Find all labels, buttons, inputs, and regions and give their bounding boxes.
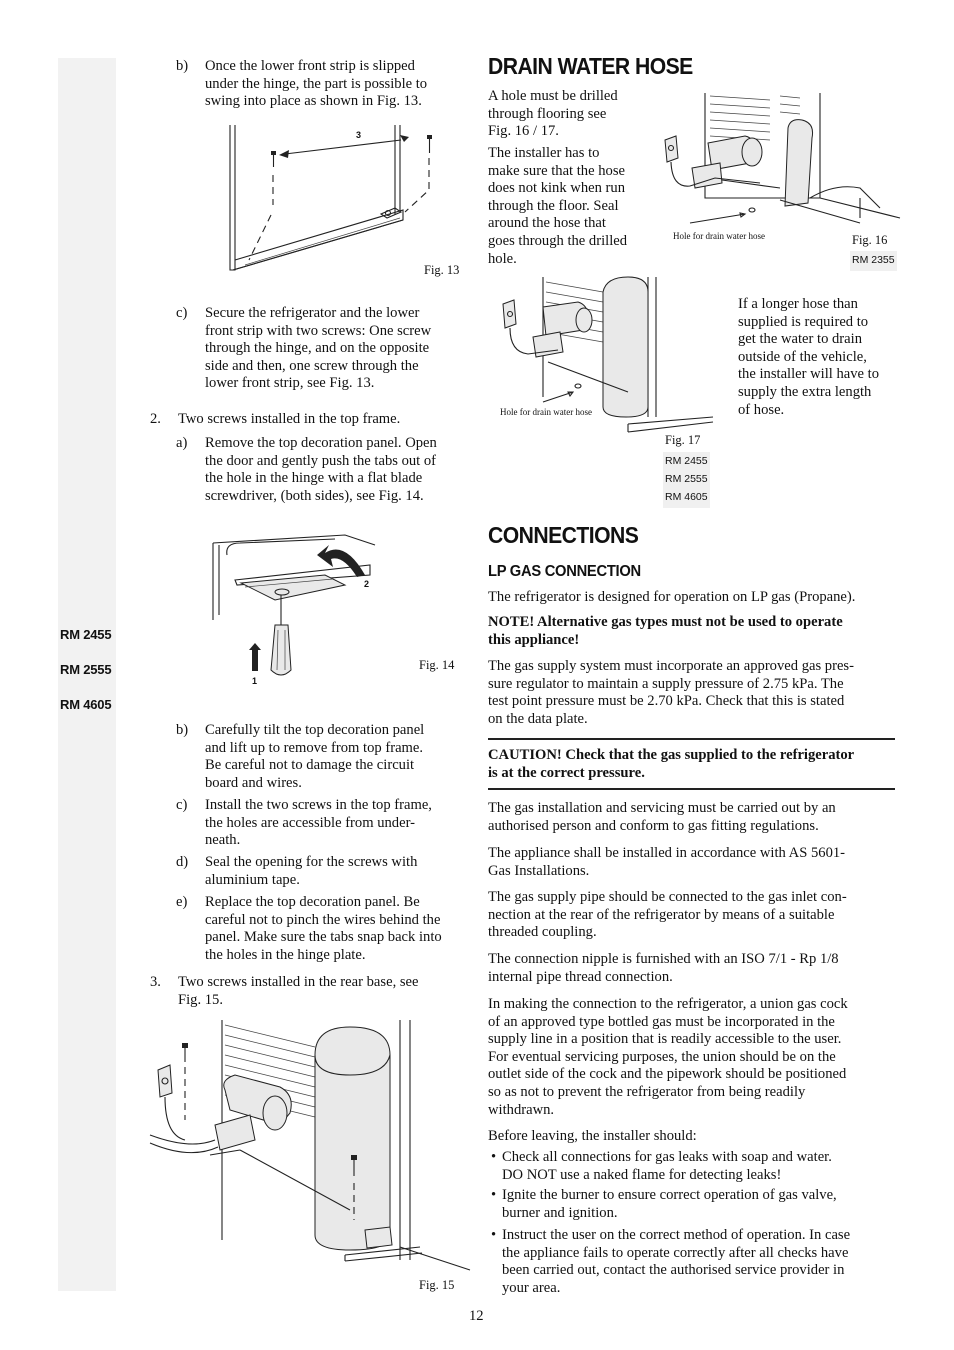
- gas-pressure-paragraph: The gas supply system must incorporate an approved gas pres- sure regulator to maintain a supply pressure of 2.75 kPa. The test point pressure must be 2.70 kPa. Check that this is stated on the data plate.: [488, 658, 854, 727]
- step-a2-text: Remove the top decoration panel. Open the door and gently push the tabs out of the hole in the hinge with a flat blade screwdriver, (both sides), see Fig. 14.: [205, 435, 437, 504]
- checklist-item-ignite: Ignite the burner to ensure correct operation of gas valve, burner and ignition.: [502, 1187, 837, 1221]
- drain-title: DRAIN WATER HOSE: [488, 53, 693, 79]
- step-e2-text: Replace the top decoration panel. Be careful not to pinch the wires behind the panel. Make sure the tabs snap back into the holes in the hinge plate.: [205, 894, 442, 963]
- lp-gas-intro: The refrigerator is designed for operation on LP gas (Propane).: [488, 589, 856, 605]
- fig17-model: RM 4605: [663, 488, 710, 508]
- gas-standard-paragraph: The appliance shall be installed in accordance with AS 5601- Gas Installations.: [488, 845, 846, 879]
- fig13-illustration: [205, 120, 470, 285]
- fig16-illustration: [660, 88, 900, 238]
- drain-paragraph-3: If a longer hose than supplied is required to get the water to drain outside of the vehicle, the installer will have to supply the extra length of hose.: [738, 296, 880, 418]
- fig16-hint: Hole for drain water hose: [673, 231, 765, 241]
- gas-servicing-paragraph: The gas installation and servicing must be carried out by an authorised person and conform to gas fitting regulations.: [488, 800, 836, 834]
- fig13-number: 3: [356, 130, 362, 140]
- gas-cock-paragraph: In making the connection to the refrigerator, a union gas cock of an approved type bottled gas must be incorporated in the supply line in a position that is readily accessible to the user. For eventual servicing purposes, the union should be on the outlet side of the cock and the pipework should be positioned so as not to prevent the refrigerator from being readily withdrawn.: [488, 996, 848, 1118]
- item2-label: 2.: [150, 411, 161, 427]
- sidebar-model: RM 4605: [60, 697, 112, 712]
- item3-text: Two screws installed in the rear base, see Fig. 15.: [178, 974, 419, 1008]
- step-b1-label: b): [176, 58, 189, 74]
- step-e2-label: e): [176, 894, 188, 910]
- lp-gas-subtitle: LP GAS CONNECTION: [488, 563, 641, 580]
- item3-label: 3.: [150, 974, 161, 990]
- fig17-model: RM 2455: [663, 452, 710, 472]
- step-b2-text: Carefully tilt the top decoration panel and lift up to remove from top frame. Be careful not to damage the circuit board and wires.: [205, 722, 425, 791]
- bullet-marker: •: [491, 1149, 497, 1165]
- connections-title: CONNECTIONS: [488, 522, 639, 548]
- step-c1-label: c): [176, 305, 188, 321]
- drain-paragraph-2: The installer has to make sure that the hose does not kink when run through the floor. Seal around the hose that goes through the drilled hole.: [488, 145, 628, 267]
- item2-text: Two screws installed in the top frame.: [178, 411, 401, 427]
- fig14-number-2: 2: [364, 579, 370, 589]
- sidebar-model: RM 2455: [60, 627, 112, 642]
- gas-note: NOTE! Alternative gas types must not be used to operate this appliance!: [488, 614, 843, 648]
- fig17-model: RM 2555: [663, 470, 710, 490]
- fig15-caption: Fig. 15: [419, 1278, 455, 1292]
- gas-pipe-paragraph: The gas supply pipe should be connected to the gas inlet con- nection at the rear of the refrigerator by means of a suitable threaded coupling.: [488, 889, 847, 941]
- gas-nipple-paragraph: The connection nipple is furnished with an ISO 7/1 - Rp 1/8 internal pipe thread connection.: [488, 951, 839, 985]
- caution-top-rule: [488, 738, 895, 740]
- step-c2-text: Install the two screws in the top frame, the holes are accessible from under- neath.: [205, 797, 432, 849]
- fig16-model: RM 2355: [850, 251, 897, 271]
- drain-paragraph-1: A hole must be drilled through flooring see Fig. 16 / 17.: [488, 88, 618, 140]
- sidebar-model: RM 2555: [60, 662, 112, 677]
- bullet-marker: •: [491, 1227, 497, 1243]
- fig17-caption: Fig. 17: [665, 433, 701, 447]
- step-c2-label: c): [176, 797, 188, 813]
- fig13-caption: Fig. 13: [424, 263, 460, 277]
- step-a2-label: a): [176, 435, 188, 451]
- step-b1-text: Once the lower front strip is slipped under the hinge, the part is possible to swing into place as shown in Fig. 13.: [205, 58, 428, 110]
- fig15-illustration: [150, 1015, 470, 1285]
- checklist-item-instruct: Instruct the user on the correct method of operation. In case the appliance fails to operate correctly after all checks have been carried out, contact the authorised service provider in your area.: [502, 1227, 851, 1296]
- fig16-caption: Fig. 16: [852, 233, 888, 247]
- step-b2-label: b): [176, 722, 189, 738]
- fig17-hint: Hole for drain water hose: [500, 407, 592, 417]
- step-d2-text: Seal the opening for the screws with aluminium tape.: [205, 854, 418, 888]
- page-number: 12: [469, 1308, 484, 1324]
- installer-checklist-intro: Before leaving, the installer should:: [488, 1128, 697, 1144]
- step-c1-text: Secure the refrigerator and the lower front strip with two screws: One screw through the hinge, and on the opposite side and then, one screw through the lower front strip, see Fig. 13.: [205, 305, 432, 392]
- gas-caution: CAUTION! Check that the gas supplied to the refrigerator is at the correct pressure.: [488, 747, 855, 781]
- bullet-marker: •: [491, 1187, 497, 1203]
- step-d2-label: d): [176, 854, 189, 870]
- caution-bottom-rule: [488, 788, 895, 790]
- fig14-caption: Fig. 14: [419, 658, 455, 672]
- checklist-item-leak-test: Check all connections for gas leaks with soap and water. DO NOT use a naked flame for detecting leaks!: [502, 1149, 832, 1183]
- fig14-number-1: 1: [252, 676, 258, 686]
